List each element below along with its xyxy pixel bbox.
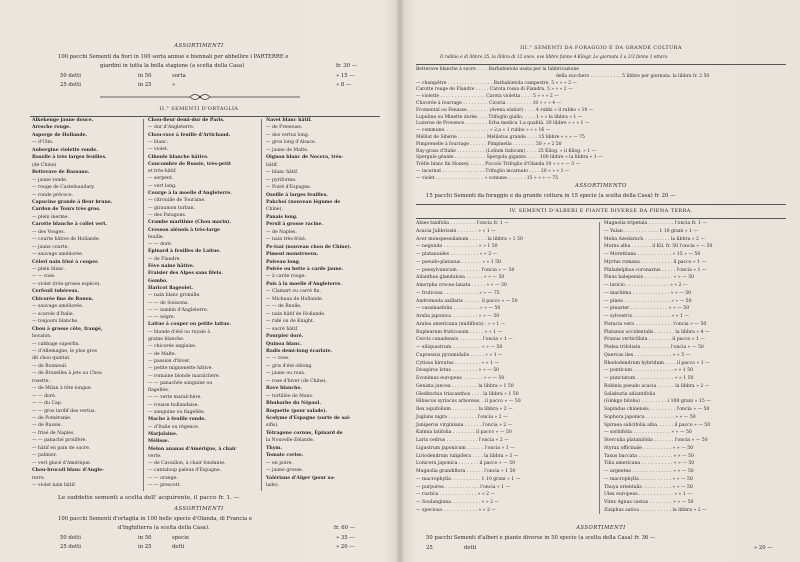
forage-row: — incarnat . . . . . . . . . . . . . . . Trifoglio incarnato . . . . 20 » » » 1 — [416, 169, 570, 174]
list-item: — pensylvanicum . . . . . . . . l'oncia » — 50 [416, 267, 515, 273]
list-item: Ligustrum japonicum . . . . . . l'oncia » 1 — [416, 445, 515, 451]
list-item: — giraumon turban. [148, 205, 195, 211]
list-item: — argentea . . . . . . . . . . . . . . » » — 50 [604, 469, 694, 474]
assortment-title: ASSORTIMENTI [174, 43, 224, 49]
left-page [0, 0, 398, 562]
list-item: — sauvage améliorée. [32, 252, 84, 258]
list-item: — — doré. [148, 242, 173, 248]
list-item: — en poire. [266, 460, 293, 466]
list-item: Lonicera japonica . . . . . . . il pacco » — 50 [416, 461, 516, 467]
list-item: — ronde précoce. [32, 192, 74, 198]
forage-row: Betterave blanche à sucre . . . . Barbabietola usata per la fabbricazione [416, 67, 579, 72]
list-item: Arroche rouge. [32, 125, 71, 131]
list-item: Aubergine violette ronde. [32, 147, 98, 153]
list-item: Capucine grande à fleur brune. [32, 199, 113, 205]
list-item: — violet. [148, 147, 169, 153]
list-item: — dur d'Angleterre. [148, 125, 195, 131]
list-item: — — de Soissons. [148, 300, 189, 306]
list-item: — de Naples. [266, 229, 297, 235]
list-item: Radis demi-long écarlate. [266, 348, 333, 354]
section-title: IV. SEMENTI D'ALBERI E PIANTE DIVERSE DA PIENA TERRA. [509, 208, 693, 214]
list-item: Mache à feuille ronde. [148, 417, 206, 423]
list-item: Acer monspessulanum . . . . . . la libbra » 1 50 [416, 236, 523, 242]
list-item: Liriodendrum tulipifera . . . . la libbra » 3 — [416, 453, 519, 459]
assortment-row: detti [172, 544, 185, 550]
assortment-price: » 8 — [336, 82, 352, 88]
list-item: Rhubarbe du Népaul. [266, 401, 321, 407]
list-item: — toujours blanche. [32, 319, 79, 325]
assortment-line: 100 pacchi Sementi da fiori in 100 sorta annue e biennali per abbellire i PARTERRE e [58, 54, 289, 60]
list-item: — — gros tardif des vertus. [32, 408, 96, 414]
assortment-price: fr. 30 — [336, 63, 357, 69]
assortment-title: ASSORTIMENTO [575, 183, 627, 189]
list-item: — de Bonneuil. [32, 363, 68, 369]
vegetable-column-2 [148, 119, 258, 494]
list-item: — vert long. [148, 183, 177, 189]
list-item: — cabbage superfin. [32, 341, 80, 347]
list-item: Marjolaine. [148, 431, 178, 437]
list-item: — scarole d'Italie. [32, 311, 75, 317]
list-item: Chicorée fine de Rouen. [32, 296, 94, 302]
list-item: Cercis canadensis . . . . . . . . l'oncia » 1 — [416, 337, 513, 343]
column-divider [599, 222, 600, 514]
selection-note: Le suddette sementi a scelta dell' acquirente, il pacco fr. 1. — [58, 495, 240, 501]
assortment-line: 100 pacchi Sementi d'ortaglia in 100 belle specie d'Olanda, di Francia e [58, 516, 252, 522]
list-item: Alkekenge jaune douce. [32, 118, 94, 123]
assortment-line: 50 pacchi Sementi d'alberi e piante diverse in 50 specie (a scelta della Casa) fr. 36 — [426, 535, 656, 541]
assortment-row: sorta [172, 73, 186, 79]
list-item: — — doré. [32, 393, 57, 399]
list-item: — de Bruxelles à jets ou Chou [32, 371, 102, 377]
list-item: et très-hâtif. [148, 169, 177, 175]
list-item: Cardon de Tours très gros. [32, 207, 101, 213]
list-item: — des vertus long. [266, 132, 310, 138]
list-item: — gros long d'Alsace. [266, 140, 317, 146]
list-item: — rousse hollandaise. [148, 402, 199, 408]
list-item: Baselle à très larges feuilles. [32, 155, 107, 161]
list-item: Taxus baccata . . . . . . . . . . . . » » — 50 [604, 453, 694, 459]
assortment-row: 50 detti [60, 73, 81, 79]
list-item: — serpent. [148, 176, 174, 182]
list-item: Gombo. [148, 278, 168, 284]
list-item: — — du Cap. [32, 401, 63, 407]
list-item: — cassinaefolia . . . . . . . . . » » — 50 [416, 306, 501, 312]
forage-row: della zucchero . . . . . . . . . . . 5 libbre per giornata. la libbra fr. 2 50 [556, 73, 710, 79]
list-item: Ciboule blanche hâtive. [148, 154, 209, 160]
list-item: hâtif. [266, 162, 279, 168]
section-note: Il rubbio è di libbre 25, la libbra di 12 once, ove libbre fanno 4 Kilogr. Le giornata 3 a 2/3 fanno 1 ettaro. [440, 55, 669, 60]
list-item: Fève naine hâtive. [148, 264, 195, 269]
list-item: Myrtus romana . . . . . . . . . . . il pacco » 1 — [604, 259, 707, 265]
list-item: — Poiré d'Espagne. [266, 185, 312, 191]
list-item: Scolyme d'Espagne (sorte de sal- [266, 416, 351, 421]
list-item: Platanus occidentalis . . . . . . . la libbra » 4 — [604, 329, 710, 335]
list-item: Ptelea trifoliata . . . . . . . . . . l'oncia » — 50 [604, 345, 704, 350]
assortment-row: 25 detti [60, 544, 81, 550]
list-item: Bupleurum fruticosum . . . . . » » 1 — [416, 329, 503, 335]
list-item: — chicorée anglaise. [148, 344, 197, 350]
forage-row: Lupuline ou Minette dorée. . . . Trifoglio giallo. . . . . 1 » » la libbra » 1 — [416, 114, 583, 120]
list-item: — frisé de Naples. [32, 430, 75, 436]
list-item: Ziziphus sativa . . . . . . . . . . . la libbra » 2 — [604, 507, 707, 513]
list-item: Ailanthus glandulosa . . . . . . » » — 50 [416, 275, 505, 281]
list-item: — — verte maraîchère. [148, 395, 202, 401]
list-item: rosette. [32, 378, 50, 384]
list-item: Magnolia grandiflora . . . . . . l'oncia » 1 50 [416, 469, 516, 474]
list-item: Concombre de Russie, très-petit [148, 161, 231, 167]
list-item: Azalea americana (nudiflora) . » » 1 — [416, 321, 506, 327]
list-item: Juglans nigra . . . . . . . . . . l'oncia » 2 — [416, 414, 508, 420]
list-item: Oignon blanc de Nocera, très- [266, 155, 344, 161]
list-item: Chou-fleur demi-dur de Paris. [148, 118, 225, 123]
list-item: Crambe maritime (Chou marin). [148, 220, 232, 226]
list-item: — — orange. [148, 475, 178, 481]
list-item: — pseudo-platanus . . . . . . . » » 1 50 [416, 259, 501, 265]
list-item: — plein inerme. [32, 214, 69, 220]
assortment-price: » 15 — [336, 73, 355, 79]
list-item: — rustica . . . . . . . . . . . . . » » 2 — [416, 492, 496, 498]
list-item: — Morettiana . . . . . . . . . . . . » 15 » — 50 [604, 252, 701, 257]
assortment-row: in 50 [138, 73, 152, 79]
list-item: sifis). [266, 423, 279, 429]
section-title: II.° SEMENTI D'ORTAGLIA [159, 106, 239, 112]
ornament-divider [90, 92, 310, 102]
list-item: Valériane d'Alger (pour sa- [266, 475, 336, 481]
list-item: Andromeda axillaris . . . . . . il pacco » — 50 [416, 298, 518, 304]
list-item: — nain très-frisé. [266, 237, 307, 243]
forage-row: — violet . . . . . . . . . . . . . . . . . » comune. . . . . . . 15 » » » — 75 [416, 175, 559, 181]
list-item: — passion d'hiver. [148, 358, 191, 364]
list-item: Épinard à feuilles de Laitue. [148, 249, 221, 255]
list-item: — — nègre. [148, 315, 176, 321]
list-item: Chou-rave à feuille d'Artichaud. [148, 132, 231, 138]
assortment-price: » 20 — [754, 545, 773, 551]
list-item: — palmier. [32, 453, 57, 459]
list-item: Haricot flageolet. [148, 285, 193, 291]
list-item: Ilex aquifolium . . . . . . . . . la libbra » 2 — [416, 407, 513, 412]
list-item: terre. [32, 475, 46, 481]
forage-row: — commune. . . . . . . . . . . . . . . . » 2.a » 1 rubbo » » » 16 — [416, 128, 551, 134]
list-item: Melia Azedarach . . . . . . . . . la libbra » 2 — [604, 236, 706, 242]
list-item: — laricio . . . . . . . . . . . . . . . » » 2 — [604, 283, 688, 288]
assortment-row: » [172, 82, 176, 88]
list-item: graine blanche. [148, 337, 185, 342]
list-item: Tomate cerise. [266, 453, 304, 459]
list-item: — pinea . . . . . . . . . . . . . . . . » » — 50 [604, 298, 692, 304]
list-item: — jaune de Malte. [266, 147, 309, 153]
list-item: Cresson alénois à très-large [148, 227, 220, 233]
list-item: — tortillée de Mans. [266, 393, 314, 399]
assortment-row: in 25 [138, 544, 152, 550]
list-item: — de Milan à tête longue. [32, 386, 93, 392]
list-item: Navet blanc hâtif. [266, 118, 312, 123]
list-item: Spiraea salicifolia alba. . . . . . il pacco » — 50 [604, 422, 711, 428]
list-item: — sauvage améliorée. [32, 304, 84, 310]
list-item: — punctatum . . . . . . . . . . . . . » » 1 50 [604, 376, 694, 381]
assortment-line: 15 pacchi Sementi da foraggio e da grande coltura in 15 specie (a scelta della Casa) fr. 20 — [426, 193, 676, 199]
list-item: — violet nain hâtif. [32, 483, 76, 489]
list-item: — — prescott. [148, 483, 181, 488]
divider [416, 218, 786, 219]
list-item: — purpurea . . . . . . . . . . . . l'oncia » 1 — [416, 484, 511, 490]
list-item: Piment monstrueux. [266, 252, 319, 258]
list-item: — de Russie. [32, 423, 62, 429]
column-divider [261, 119, 262, 491]
list-item: — d'Allemagne, le plus gros [32, 348, 97, 354]
list-item: — jaune courte. [32, 244, 69, 250]
list-item: — cantaloup paleux d'Espagne. [148, 468, 222, 474]
list-item: Gleditschia triacanthos . . . . la libbra » 1 50 [416, 391, 519, 397]
list-item: — sucré hâtif. [266, 326, 299, 332]
list-item: Chine). [266, 207, 283, 213]
forage-row: Mélilot de Sibérie . . . . . . . . . . Melilotus grande . . . . 15 libbre » » » — 75 [416, 135, 585, 140]
list-item: — de Malte. [148, 351, 177, 357]
list-item: Cerfeuil tubéreux. [32, 289, 79, 295]
assortment-row: 50 detti [60, 535, 81, 541]
forage-row: Luzerne de Provence . . . . . . . . Erba medica 1.a qualità. 20 libbre » » » 1 — [416, 121, 590, 127]
list-item: Sterculia platanifolia . . . . . . . l'oncia » — 50 [604, 438, 708, 443]
tree-column-2 [604, 222, 790, 522]
list-item: — de Freneuse. [266, 125, 303, 131]
forage-row: Ray-grass d'Italie . . . . . . . . . . (Lolium italicum) . . . . 25 Kilog. » il Kilog. » 1 — [416, 148, 597, 154]
list-item: Ulex europeus . . . . . . . . . . . . » » 1 — [604, 492, 692, 498]
assortment-price: » 20 — [336, 544, 355, 550]
list-item: Aralia japonica . . . . . . . . . » » — 50 [416, 314, 500, 319]
list-item: — sorbifolia . . . . . . . . . . . . . » » — 50 [604, 430, 692, 436]
list-item: — à carde rouge. [266, 274, 306, 280]
list-item: — nain blanc gromille. [148, 293, 201, 299]
list-item: (Ginkgo biloba) . . . . . . . . . i 100 grani » 15 — [604, 399, 711, 405]
vegetable-column-3 [266, 119, 381, 494]
forage-row: Carotte rouge de Flandre . . . . . Carota rossa di Fiandra. 5 » » » 2 — [416, 87, 573, 93]
list-item: Quinoa blanc. [266, 341, 302, 347]
list-item: Chou à grosse côte, frangé, [32, 326, 103, 332]
list-item: Laitue à couper ou petite laitue. [148, 322, 231, 328]
list-item: Tilia americana . . . . . . . . . . . » » — 50 [604, 461, 695, 467]
list-item: — platanoides . . . . . . . . . . » » 2 — [416, 252, 498, 257]
list-item: — — panachée sanguine ou [148, 380, 213, 386]
list-item: Acacia Julibrissin . . . . . . . » » 1 — [416, 228, 496, 234]
right-page [402, 0, 800, 562]
list-item: — macrophylla . . . . . . . . . . 1 10 grani » 1 — [416, 476, 521, 482]
list-item: Betterave de Bassano. [32, 170, 90, 176]
list-item: — macrophylla . . . . . . . . . . . » » — 50 [604, 476, 693, 482]
list-item: Magnolia tripetala . . . . . . . . . l'oncia fr. 1 — [604, 221, 707, 226]
list-item: Melon ananas d'Amérique, à chair [148, 446, 237, 452]
assortment-price: fr. 60 — [334, 525, 355, 531]
list-item: — sylvestris . . . . . . . . . . . . . » » 1 — [604, 314, 689, 319]
list-item: Pinus halepensis . . . . . . . . . . » » — 50 [604, 275, 695, 281]
list-item: — petite mignonette hâtive. [148, 366, 213, 372]
assortment-row: in 50 [138, 535, 152, 541]
assortment-row: 25 [426, 545, 433, 551]
assortment-row: detti [464, 545, 477, 551]
list-item: — violet (très-grosse espèce). [32, 281, 101, 287]
list-item: — jaune ou roux. [266, 371, 306, 377]
list-item: Vitex Agnus castus . . . . . . . . » » — 50 [604, 500, 694, 505]
list-item: — plein blanc. [32, 267, 66, 272]
list-item: Genista juncea . . . . . . . . . la libbra » 1 50 [416, 383, 514, 389]
list-item: Tétragone cornue, Épinard de [266, 430, 343, 436]
list-item: hocalon. [32, 334, 52, 340]
list-item: — — rose. [32, 274, 56, 280]
list-item: Fraisier des Alpes sans filets. [148, 271, 223, 277]
list-item: Amorpha crocea-lanata . . . . . » » — 30 [416, 283, 507, 288]
list-item: — Yulan . . . . . . . . . . . . 1 10 grani » 1 — [604, 228, 699, 234]
list-item: Philadelphus coronarius . . . . . l'oncia » 1 — [604, 267, 707, 273]
column-divider [143, 119, 144, 491]
list-item: feuille. [148, 234, 164, 240]
list-item: Juniperus virginiana . . . . . . l'oncia » 2 — [416, 422, 513, 428]
list-item: — pinaster . . . . . . . . . . . . . » » — 50 [604, 306, 690, 312]
list-item: — Soulangiana . . . . . . . . . . » » 2 — [416, 500, 500, 505]
assortment-title: ASSORTIMENTI [576, 525, 626, 531]
list-item: lade). [266, 483, 280, 489]
list-item: Rave blanche. [266, 386, 303, 392]
forage-row: Trèfle blanc fin Hozsey. . . . . . Piccolo Trifoglio d'Olanda 10 » » » — 3 — [416, 162, 581, 168]
list-item: Cytisus hirsutus . . . . . . . . . » » 1 — [416, 360, 499, 366]
list-item: — de Cavaillon, à chair fondante. [148, 461, 226, 467]
list-item: — citrouille de Touraine. [148, 198, 206, 204]
list-item: — negundo . . . . . . . . . . . . » » 1 50 [416, 244, 498, 250]
list-item: verte. [148, 453, 162, 459]
list-item: — sanguine ou flagellée. [148, 410, 206, 415]
forage-row: — champêtre . . . . . . . . . . . . . . . . Barbabietola campestre. 5 » » » 2 — [416, 80, 577, 86]
assortment-row: 25 detti [60, 82, 81, 88]
list-item: — gris d'été oblong. [266, 363, 313, 369]
assortment-row: in 25 [138, 82, 152, 88]
assortment-line: giardini in tutta la bella stagione (a scelta della Casa) [100, 63, 245, 69]
list-item: — des Patagons. [148, 212, 187, 218]
divider [416, 204, 786, 205]
list-item: Pourpier doré. [266, 334, 304, 340]
list-item: — blanc. [148, 139, 169, 145]
list-item: Panais long. [266, 214, 298, 220]
list-item: — ponticum . . . . . . . . . . . . . . » » 1 50 [604, 368, 694, 374]
assortment-line: d'Inghilterra (a scelta della Casa). [118, 525, 210, 531]
list-item: — nain hâtif de Hollande. [266, 311, 326, 317]
list-item: — — panaché prolifère. [32, 438, 87, 444]
list-item: — courte hâtive de Hollande. [32, 237, 101, 243]
forage-row: Spergule géante . . . . . . . . . . . Spergola gigante. . . . . 100 libbre » la libbra » 1 — [416, 155, 603, 161]
list-item: Chou-brocoli blanc d'Angle- [32, 468, 104, 474]
list-item: Pois à la moelle d'Angleterre. [266, 281, 342, 287]
vegetable-column-1 [32, 119, 142, 494]
list-item: — ridé ou de Knight. [266, 319, 315, 325]
list-item: Prunus vertictllata . . . . . . . . il pacco » 1 — [604, 337, 706, 343]
list-item: Asperge de Hollande. [32, 132, 88, 138]
list-item: — romaine blonde maraîchère. [148, 373, 221, 379]
list-item: la Nouvelle-Zélande. [266, 438, 315, 444]
list-item: — Michaux de Hollande. [266, 296, 324, 302]
list-item: — rose d'hiver (de Chine). [266, 378, 327, 384]
list-item: Thuya orientalis . . . . . . . . . . » » — 50 [604, 484, 693, 490]
list-item: Rhododendrum hybridum . . . . il pacco » 1 — [604, 360, 710, 366]
list-item: — fruticosa . . . . . . . . . . . . » » — 75 [416, 290, 500, 296]
list-item: Pakchoï (nouveau légume de [266, 199, 341, 205]
list-item: — vert glacé d'Amérique. [32, 460, 92, 466]
list-item: Quercus ilex . . . . . . . . . . . . . » » 5 — [604, 352, 691, 358]
list-item: — hâtif en pain de sucre. [32, 445, 91, 451]
list-item: — — rose. [266, 356, 290, 362]
list-item: Robinia pseudo acacia . . . . . . la libbra » 2 — [604, 383, 710, 389]
list-item: Sapindus chinensis . . . . . . . . . l'oncia » — 50 [604, 407, 710, 412]
list-item: — maritima . . . . . . . . . . . . . » » — 50 [604, 290, 692, 296]
list-item: — jaune grosse. [266, 468, 304, 474]
list-item: Thym. [266, 445, 282, 451]
forage-row: Chicorée à fourrage . . . . . . . . . Cicoria . . . . . . . . . 10 » » » 4 — [416, 101, 562, 106]
list-item: Salisburia adiantifolia [604, 391, 656, 397]
list-item: — blanc hâtif. [266, 170, 299, 176]
list-item: — de Poméranie. [32, 416, 72, 421]
list-item: — — nankin d'Angleterre. [148, 307, 209, 313]
list-item: — d'Italie ou régence. [148, 424, 200, 430]
list-item: Poirée ou bette à carde jaune. [266, 267, 344, 272]
list-item: Mélisse. [148, 439, 170, 445]
list-item: Cupressus pyramidalis . . . . . » » 1 — [416, 352, 503, 358]
list-item: Kalmia latifolia . . . . . . . . il pacco » — 50 [416, 430, 512, 436]
list-item: — de Flandre. [148, 256, 181, 262]
list-item: — siliquastrum . . . . . . . . . . » » — 50 [416, 345, 503, 350]
list-item: — des Vosges. [32, 229, 66, 235]
list-item: Céleri nain frisé à couper. [32, 259, 99, 265]
list-item: Sophora japonica . . . . . . . . . . » » — 50 [604, 414, 696, 420]
list-item: Oseille à larges feuilles. [266, 192, 328, 198]
list-item: flagellée. [148, 388, 170, 394]
list-item: Courge à la moelle d'Angleterre. [148, 191, 232, 196]
divider [30, 116, 380, 117]
assortment-row: specie [172, 535, 190, 541]
list-item: — Clamart ou carré fin. [266, 289, 321, 295]
list-item: Styrax officinale . . . . . . . . . . » » — 50 [604, 445, 694, 451]
list-item: Hibiscus syriacus arboreus. . il pacco » — 50 [416, 399, 521, 405]
tree-column-1 [416, 222, 596, 522]
forage-row: Fromental ou Fenasse. . . . . . . . (Avena elatior) . . . . 4 rubbi » il rubbo » 10 — [416, 107, 594, 113]
list-item: Abies taxifolia . . . . . . . . . l'oncia fr. 1 — [416, 221, 509, 226]
list-item: Roquette (pour salade). [266, 408, 328, 414]
forage-table [416, 67, 788, 181]
list-item: — pyriforme. [266, 177, 297, 183]
list-item: — speciosa . . . . . . . . . . . . » » 2 — [416, 507, 496, 513]
list-item: — d'Ulm. [32, 140, 54, 146]
section-title: III.° SEMENTI DA FORAGGIO E DA GRANDE COLTURA [520, 45, 682, 51]
list-item: Morus alba . . . . . . . il Kil. fr. 50 l'oncia » — 50 [604, 244, 713, 250]
list-item: Diospiros lotus . . . . . . . . . » » — 50 [416, 368, 500, 374]
list-item: Pe-tsai (nouveau chou de Chine). [266, 244, 352, 250]
list-item: — — de Ruelle. [266, 304, 302, 310]
list-item: (de Chine) [32, 162, 57, 168]
list-item: Pistacia vera . . . . . . . . . . . . . l'oncia » — 50 [604, 321, 707, 327]
assortment-title: ASSORTIMENTI [174, 506, 224, 512]
list-item: Persil à grosse racine. [266, 222, 324, 228]
list-item: Poireau long. [266, 259, 301, 265]
forage-row: Pimprenelle à fourrage . . . . . . Pimpinella . . . . . . . . 50 » » 2 50 [416, 141, 562, 147]
list-item: — blonde d'été ou royale à [148, 329, 211, 335]
forage-row: — violette . . . . . . . . . . . . . . . . Carota violetta . . . . 5 » » » 2 — [416, 94, 559, 100]
list-item: Evonimus europeus . . . . . . . » » — 50 [416, 376, 505, 381]
assortment-price: » 35 — [336, 535, 355, 541]
list-item: — jaune ronde. [32, 177, 68, 183]
list-item: Larix cedrus . . . . . . . . . . . l'oncia » 2 — [416, 438, 509, 443]
divider [416, 64, 786, 65]
list-item: Carotte blanche à collet vert. [32, 222, 108, 228]
list-item: dit chou quintal. [32, 356, 71, 362]
list-item: — rouge de Castelnaudary. [32, 185, 95, 191]
